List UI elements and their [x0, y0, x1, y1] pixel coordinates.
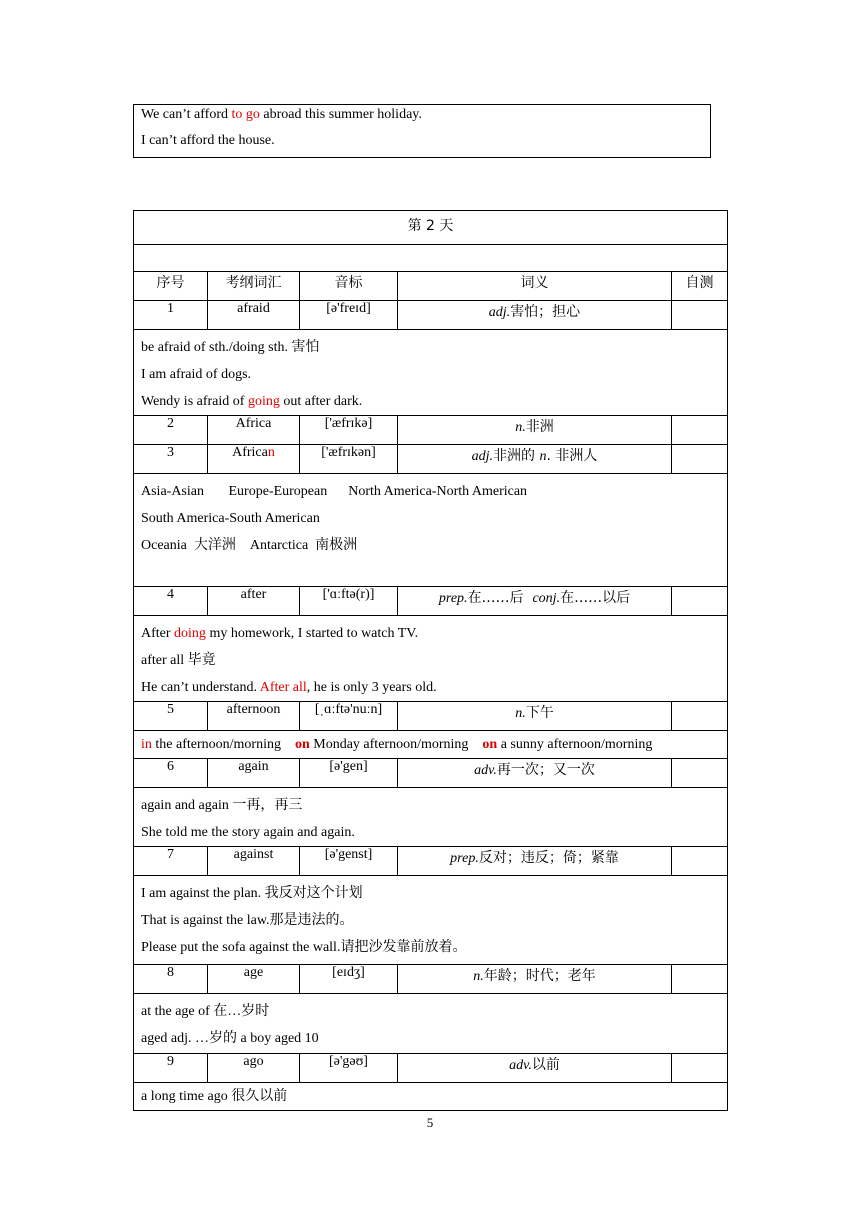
table-row — [134, 301, 728, 330]
table-title-row — [134, 211, 728, 245]
entry-meaning: adv.再一次；又一次 — [398, 759, 672, 788]
entry-phonetic: [ə'genst] — [300, 847, 398, 876]
entry-notes — [134, 616, 728, 702]
header-row — [134, 272, 728, 301]
entry-phonetic: ['ɑːftə(r)] — [300, 587, 398, 616]
notes-row — [134, 876, 728, 965]
entry-meaning: prep.在……后 conj.在……以后 — [398, 587, 672, 616]
entry-number: 6 — [134, 759, 208, 788]
selftest-cell — [672, 445, 728, 474]
note-line: at the age of 在…岁时 — [141, 1004, 270, 1019]
entry-notes — [134, 994, 728, 1054]
header-number: 序号 — [134, 272, 208, 301]
entry-meaning: adv.以前 — [398, 1054, 672, 1083]
entry-meaning: adj.非洲的 n. 非洲人 — [398, 445, 672, 474]
note-line: aged adj. …岁的 a boy aged 10 — [141, 1031, 319, 1046]
day-title: 第 2 天 — [134, 211, 728, 245]
table-row — [134, 587, 728, 616]
entry-number: 8 — [134, 965, 208, 994]
note-line: Asia-Asian Europe-European North America-North American — [141, 484, 528, 499]
note-line: after all 毕竟 — [141, 653, 216, 668]
selftest-cell — [672, 301, 728, 330]
table-row — [134, 702, 728, 731]
note-line: Oceania 大洋洲 Antarctica 南极洲 — [141, 538, 358, 553]
entry-meaning: adj.害怕；担心 — [398, 301, 672, 330]
entry-notes — [134, 330, 728, 416]
entry-word: age — [208, 965, 300, 994]
notes-row — [134, 731, 728, 759]
notes-row — [134, 788, 728, 847]
entry-phonetic: [ə'gen] — [300, 759, 398, 788]
note-line: That is against the law.那是违法的。 — [141, 913, 354, 928]
entry-number: 7 — [134, 847, 208, 876]
notes-row — [134, 1083, 728, 1111]
selftest-cell — [672, 847, 728, 876]
entry-meaning: n.下午 — [398, 702, 672, 731]
selftest-cell — [672, 759, 728, 788]
selftest-cell — [672, 587, 728, 616]
entry-number: 5 — [134, 702, 208, 731]
entry-number: 2 — [134, 416, 208, 445]
entry-notes — [134, 474, 728, 587]
table-row — [134, 847, 728, 876]
notes-row — [134, 994, 728, 1054]
example-sentence-2: I can’t afford the house. — [141, 133, 275, 148]
note-line: be afraid of sth./doing sth. 害怕 — [141, 340, 320, 355]
entry-number: 3 — [134, 445, 208, 474]
entry-phonetic: [ə'gəʊ] — [300, 1054, 398, 1083]
note-line: a long time ago 很久以前 — [141, 1089, 288, 1104]
entry-phonetic: [ˌɑːftə'nuːn] — [300, 702, 398, 731]
note-line: in the afternoon/morning on Monday afternoon/morning on a sunny afternoon/morning — [141, 737, 653, 752]
note-line: I am afraid of dogs. — [141, 367, 252, 382]
entry-word: Africa — [208, 416, 300, 445]
entry-number: 4 — [134, 587, 208, 616]
entry-meaning: n.非洲 — [398, 416, 672, 445]
entry-word: against — [208, 847, 300, 876]
notes-row — [134, 474, 728, 587]
header-meaning: 词义 — [398, 272, 672, 301]
table-row — [134, 1054, 728, 1083]
entry-meaning: n.年龄；时代；老年 — [398, 965, 672, 994]
table-row — [134, 445, 728, 474]
page-number: 5 — [426, 1115, 434, 1130]
example-box — [133, 104, 711, 158]
entry-meaning: prep.反对；违反；倚；紧靠 — [398, 847, 672, 876]
note-line: again and again 一再，再三 — [141, 798, 303, 813]
entry-notes — [134, 788, 728, 847]
note-line: Please put the sofa against the wall.请把沙发靠前放着。 — [141, 940, 467, 955]
notes-row — [134, 616, 728, 702]
note-line — [141, 559, 720, 586]
header-phonetic: 音标 — [300, 272, 398, 301]
note-line: I am against the plan. 我反对这个计划 — [141, 886, 363, 901]
note-line: He can’t understand. After all, he is only 3 years old. — [141, 680, 437, 695]
entry-phonetic: ['æfrɪkən] — [300, 445, 398, 474]
entry-word: ago — [208, 1054, 300, 1083]
example-sentence-1: We can’t afford to go abroad this summer holiday. — [141, 107, 422, 122]
blank-row — [134, 245, 728, 272]
selftest-cell — [672, 416, 728, 445]
selftest-cell — [672, 1054, 728, 1083]
entry-word: afternoon — [208, 702, 300, 731]
note-line: Wendy is afraid of going out after dark. — [141, 394, 363, 409]
selftest-cell — [672, 702, 728, 731]
entry-notes — [134, 876, 728, 965]
table-row — [134, 759, 728, 788]
vocab-table — [133, 210, 728, 1111]
entry-word: again — [208, 759, 300, 788]
notes-row — [134, 330, 728, 416]
entry-number: 9 — [134, 1054, 208, 1083]
entry-word: afraid — [208, 301, 300, 330]
entry-number: 1 — [134, 301, 208, 330]
note-line: She told me the story again and again. — [141, 825, 355, 840]
entry-phonetic: [ə'freɪd] — [300, 301, 398, 330]
table-row — [134, 416, 728, 445]
table-row — [134, 965, 728, 994]
header-word: 考纲词汇 — [208, 272, 300, 301]
selftest-cell — [672, 965, 728, 994]
note-line: South America-South American — [141, 511, 320, 526]
entry-word: after — [208, 587, 300, 616]
entry-notes — [134, 731, 728, 759]
entry-phonetic: [eɪdʒ] — [300, 965, 398, 994]
header-selftest: 自测 — [672, 272, 728, 301]
entry-notes — [134, 1083, 728, 1111]
entry-word: African — [208, 445, 300, 474]
note-line: After doing my homework, I started to watch TV. — [141, 626, 419, 641]
entry-phonetic: ['æfrɪkə] — [300, 416, 398, 445]
